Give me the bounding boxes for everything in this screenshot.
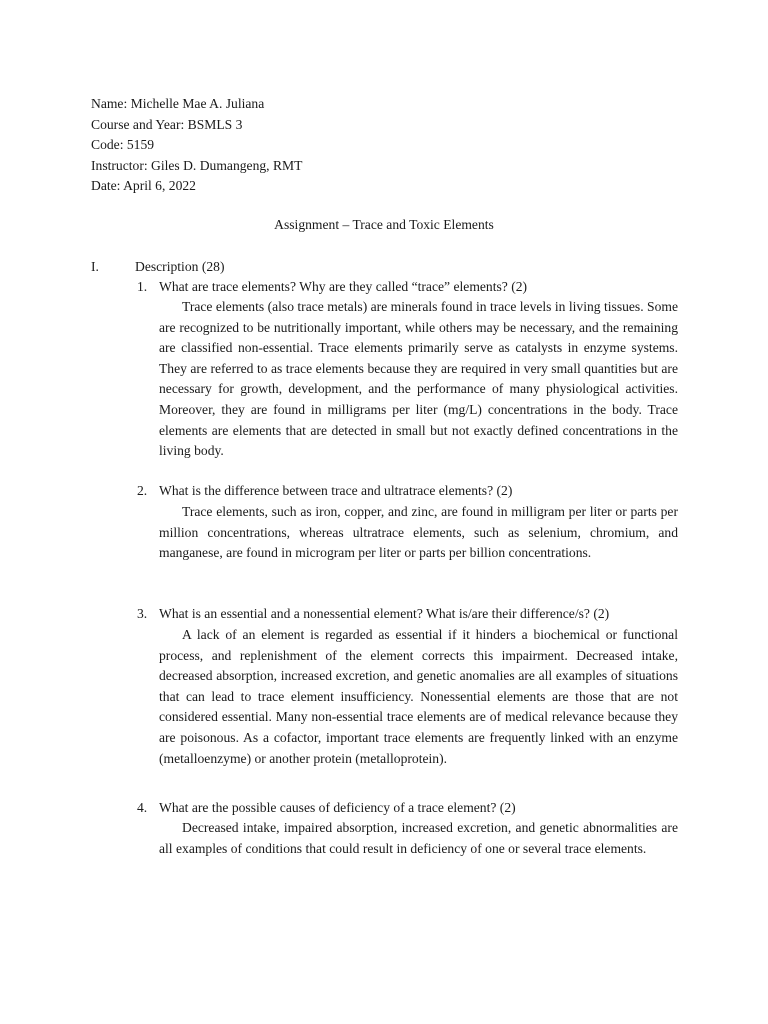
- question-text: What is an essential and a nonessential element? What is/are their difference/s? (2): [159, 606, 610, 621]
- answer-paragraph: Trace elements, such as iron, copper, and zinc, are found in milligram per liter or parts per million concentrations, whereas ultratrace elements, such as selenium, chromium, and manganese, are found in microgram per liter or parts per billion concentrations.: [159, 504, 678, 561]
- instructor: Instructor: Giles D. Dumangeng, RMT: [91, 157, 303, 173]
- answer-paragraph: A lack of an element is regarded as essential if it hinders a biochemical or functional process, and replenishment of the element corrects this impairment. Decreased intake, decreased absorption, increased excretion, and genetic anomalies are all examples of situations that can lead to trace element insufficiency. Nonessential elements are those that are not considered essential. Many non-essential trace elements are of medical relevance because they are poisonous. As a cofactor, important trace elements are frequently linked with an enzyme (metalloenzyme) or another protein (metalloprotein).: [159, 627, 678, 766]
- assignment-title: Assignment – Trace and Toxic Elements: [274, 217, 494, 232]
- section-number: I.: [91, 259, 99, 274]
- answer-paragraph: Decreased intake, impaired absorption, increased excretion, and genetic abnormalities are all examples of conditions that could result in deficiency of one or several trace elements.: [159, 820, 678, 856]
- code: Code: 5159: [91, 137, 155, 153]
- question-number: 1.: [137, 279, 148, 294]
- course-and-year: Course and Year: BSMLS 3: [91, 116, 243, 132]
- section-heading: [91, 257, 691, 278]
- question-text: What are the possible causes of deficiency of a trace element? (2): [159, 800, 516, 815]
- answer-paragraph: Trace elements (also trace metals) are minerals found in trace levels in living tissues. Some are recognized to be nutritionally important, while others may be necessary, and the remaining are classified non-essential. Trace elements primarily serve as catalysts in enzyme systems. They are referred to as trace elements because they are required in very small quantities but are necessary for growth, development, and the performance of many physiological activities. Moreover, they are found in milligrams per liter (mg/L) concentrations in the body. Trace elements are elements that are detected in small but not exactly defined concentrations in the living body.: [159, 299, 678, 459]
- section-label: Description (28): [135, 259, 225, 274]
- student-info-header: [91, 94, 302, 197]
- question-number: 3.: [137, 606, 148, 621]
- question-number: 2.: [137, 483, 148, 498]
- date: Date: April 6, 2022: [91, 178, 196, 194]
- question-text: What is the difference between trace and ultratrace elements? (2): [159, 483, 513, 498]
- student-name: Name: Michelle Mae A. Juliana: [91, 96, 265, 111]
- question-number: 4.: [137, 800, 148, 815]
- question-text: What are trace elements? Why are they called “trace” elements? (2): [159, 279, 528, 294]
